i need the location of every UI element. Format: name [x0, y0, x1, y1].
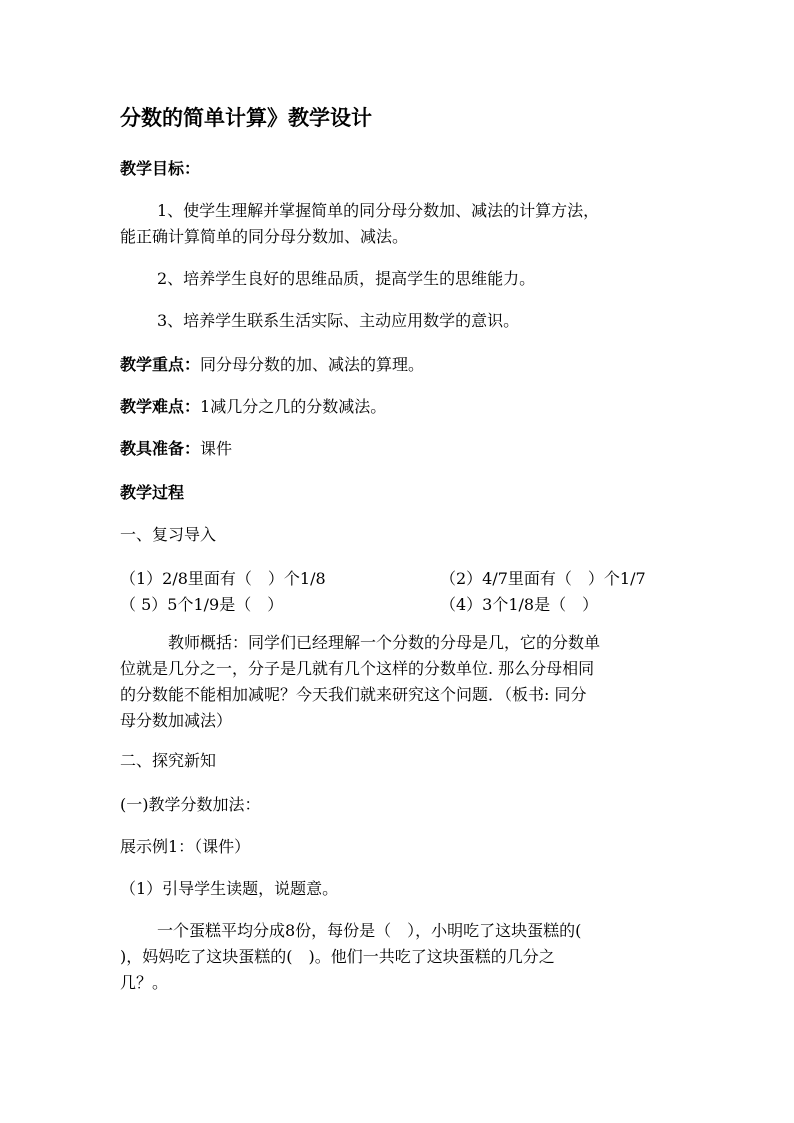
materials: [120, 438, 232, 460]
summary-line-4: 母分数加减法）: [120, 711, 233, 730]
review-question-3: （ 5）5个1/9是（ ）: [120, 595, 284, 614]
subsection-1-heading: (一)教学分数加法：: [120, 795, 261, 814]
section-2-heading: 二、探究新知: [120, 751, 217, 770]
objectives-heading: 教学目标：: [120, 159, 201, 178]
objective-3: 3、培养学生联系生活实际、主动应用数学的意识。: [157, 311, 520, 330]
summary-line-2: 位就是几分之一，分子是几就有几个这样的分数单位. 那么分母相同: [120, 659, 595, 678]
problem-line-3: 几？。: [120, 973, 169, 992]
objective-1-line-1: 1、使学生理解并掌握简单的同分母分数加、减法的计算方法，: [157, 201, 600, 220]
document-title: 分数的简单计算》教学设计: [120, 105, 372, 130]
difficulty-label: 教学难点：: [120, 397, 201, 416]
example-1-label: 展示例1：（课件）: [120, 837, 251, 856]
step-1: （1）引导学生读题，说题意。: [120, 879, 339, 898]
section-1-heading: 一、复习导入: [120, 525, 217, 544]
materials-text: 课件: [200, 439, 233, 458]
summary-line-3: 的分数能不能相加减呢？今天我们就来研究这个问题．（板书: 同分: [120, 685, 587, 704]
key-point-text: 同分母分数的加、减法的算理。: [200, 355, 425, 374]
review-question-2: （2）4/7里面有（ ）个1/7: [440, 569, 646, 588]
key-point-label: 教学重点：: [120, 355, 201, 374]
problem-line-1: 一个蛋糕平均分成8份，每份是（ ），小明吃了这块蛋糕的(: [157, 921, 582, 940]
problem-line-2: )，妈妈吃了这块蛋糕的( )。他们一共吃了这块蛋糕的几分之: [120, 947, 555, 966]
summary-line-1: 教师概括：同学们已经理解一个分数的分母是几，它的分数单: [168, 633, 601, 652]
key-point: [120, 354, 424, 376]
difficulty: [120, 396, 386, 418]
objective-2: 2、培养学生良好的思维品质，提高学生的思维能力。: [157, 269, 536, 288]
materials-label: 教具准备：: [120, 439, 201, 458]
process-heading: 教学过程: [120, 483, 185, 502]
objective-1-line-2: 能正确计算简单的同分母分数加、减法。: [120, 227, 409, 246]
difficulty-text: 1减几分之几的分数减法。: [200, 397, 387, 416]
review-question-1: （1）2/8里面有（ ）个1/8: [120, 569, 326, 588]
review-question-4: （4）3个1/8是（ ）: [440, 595, 599, 614]
